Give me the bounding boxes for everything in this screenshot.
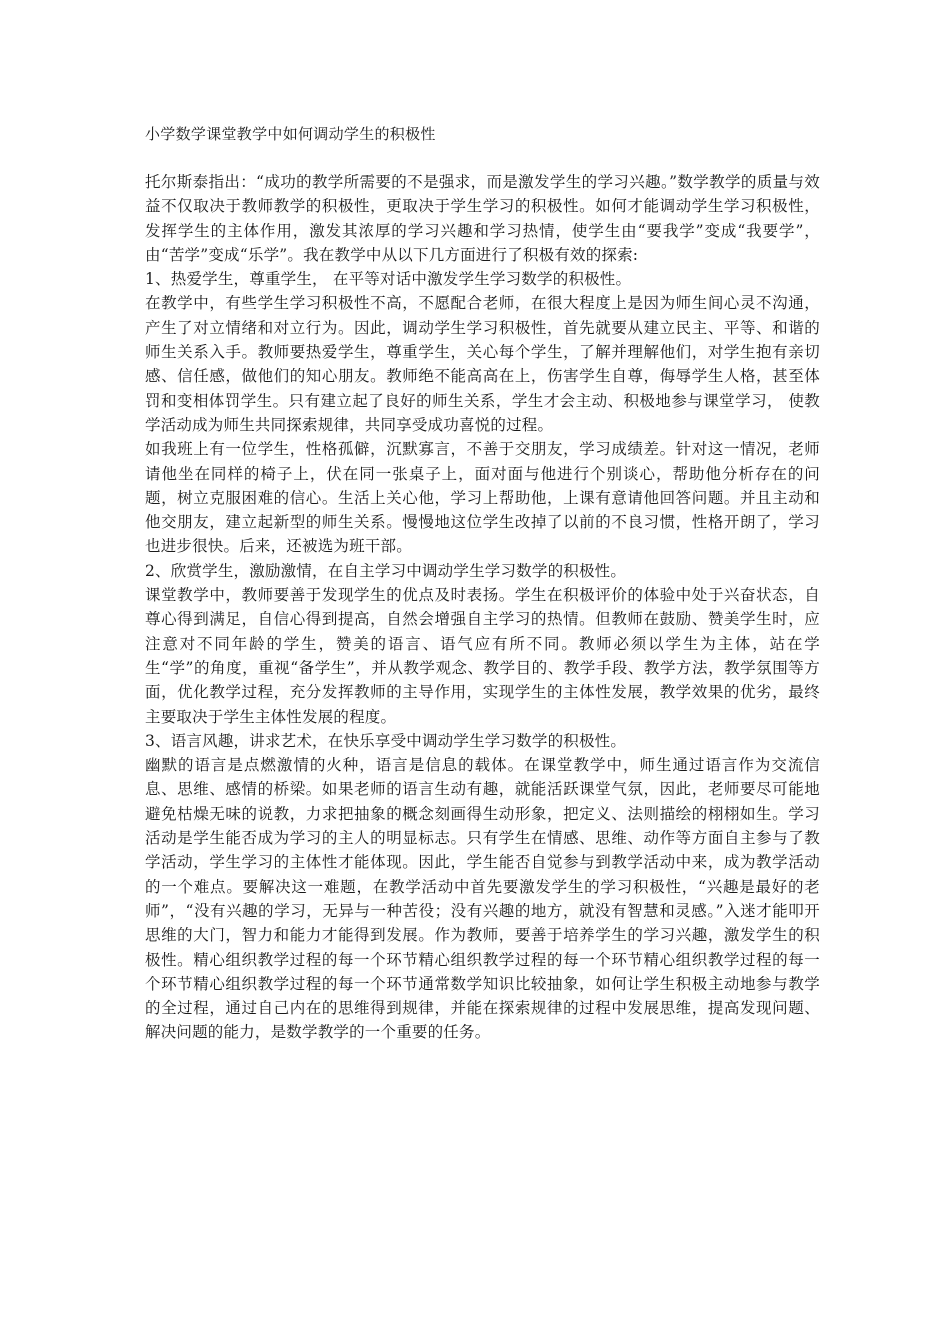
document-body [145, 170, 820, 1045]
section-1-paragraph: 在教学中，有些学生学习积极性不高，不愿配合老师，在很大程度上是因为师生间心灵不沟通，产生了对立情绪和对立行为。因此，调动学生学习积极性，首先就要从建立民主、平等、和谐的师生关系入手。教师要热爱学生，尊重学生，关心每个学生，了解并理解他们，对学生抱有亲切感、信任感，做他们的知心朋友。教师绝不能高高在上，伤害学生自尊，侮辱学生人格，甚至体罚和变相体罚学生。只有建立起了良好的师生关系，学生才会主动、积极地参与课堂学习， 使教学活动成为师生共同探索规律，共同享受成功喜悦的过程。 [145, 294, 820, 434]
document-title: 小学数学课堂教学中如何调动学生的积极性 [145, 125, 436, 143]
section-heading-2: 2、欣赏学生，激励激情，在自主学习中调动学生学习数学的积极性。 [145, 561, 627, 580]
section-2-paragraph: 课堂教学中，教师要善于发现学生的优点及时表扬。学生在积极评价的体验中处于兴奋状态，自尊心得到满足，自信心得到提高，自然会增强自主学习的热情。但教师在鼓励、赞美学生时，应注意对不同年龄的学生，赞美的语言、语气应有所不同。教师必须以学生为主体，站在学生“学”的角度，重视“备学生”，并从教学观念、教学目的、教学手段、教学方法，教学氛围等方面，优化教学过程，充分发挥教师的主导作用，实现学生的主体性发展，教学效果的优劣，最终主要取决于学生主体性发展的程度。 [145, 586, 820, 726]
section-3-paragraph: 幽默的语言是点燃激情的火种，语言是信息的载体。在课堂教学中，师生通过语言作为交流信息、思维、感情的桥梁。如果老师的语言生动有趣，就能活跃课堂气氛，因此，老师要尽可能地避免枯燥无味的说教，力求把抽象的概念刻画得生动形象，把定义、法则描绘的栩栩如生。学习活动是学生能否成为学习的主人的明显标志。只有学生在情感、思维、动作等方面自主参与了教学活动，学生学习的主体性才能体现。因此，学生能否自觉参与到教学活动中来，成为教学活动的一个难点。要解决这一难题，在教学活动中首先要激发学生的学习积极性，“兴趣是最好的老师”，“没有兴趣的学习，无异与一种苦役；没有兴趣的地方，就没有智慧和灵感。”入迷才能叩开思维的大门，智力和能力才能得到发展。作为教师，要善于培养学生的学习兴趣，激发学生的积极性。精心组织教学过程的每一个环节精心组织教学过程的每一个环节精心组织教学过程的每一个环节精心组织教学过程的每一个环节通常数学知识比较抽象，如何让学生积极主动地参与教学的全过程，通过自己内在的思维得到规律，并能在探索规律的过程中发展思维，提高发现问题、解决问题的能力，是数学教学的一个重要的任务。 [145, 756, 820, 1042]
document-page [145, 122, 820, 1045]
section-heading-3: 3、语言风趣，讲求艺术，在快乐享受中调动学生学习数学的积极性。 [145, 731, 627, 750]
section-1-example-paragraph: 如我班上有一位学生，性格孤僻，沉默寡言，不善于交朋友，学习成绩差。针对这一情况，老师请他坐在同样的椅子上，伏在同一张桌子上，面对面与他进行个别谈心，帮助他分析存在的问题，树立克服困难的信心。生活上关心他，学习上帮助他，上课有意请他回答问题。并且主动和他交朋友，建立起新型的师生关系。慢慢地这位学生改掉了以前的不良习惯，性格开朗了，学习也进步很快。后来，还被选为班干部。 [145, 440, 820, 556]
intro-paragraph: 托尔斯泰指出：“成功的教学所需要的不是强求，而是激发学生的学习兴趣。”数学教学的质量与效益不仅取决于教师教学的积极性，更取决于学生学习的积极性。如何才能调动学生学习积极性，发挥学生的主体作用，激发其浓厚的学习兴趣和学习热情，使学生由“要我学”变成“我要学”，由“苦学”变成“乐学”。我在教学中从以下几方面进行了积极有效的探索: [145, 173, 820, 264]
section-heading-1: 1、热爱学生，尊重学生， 在平等对话中激发学生学习数学的积极性。 [145, 270, 632, 289]
